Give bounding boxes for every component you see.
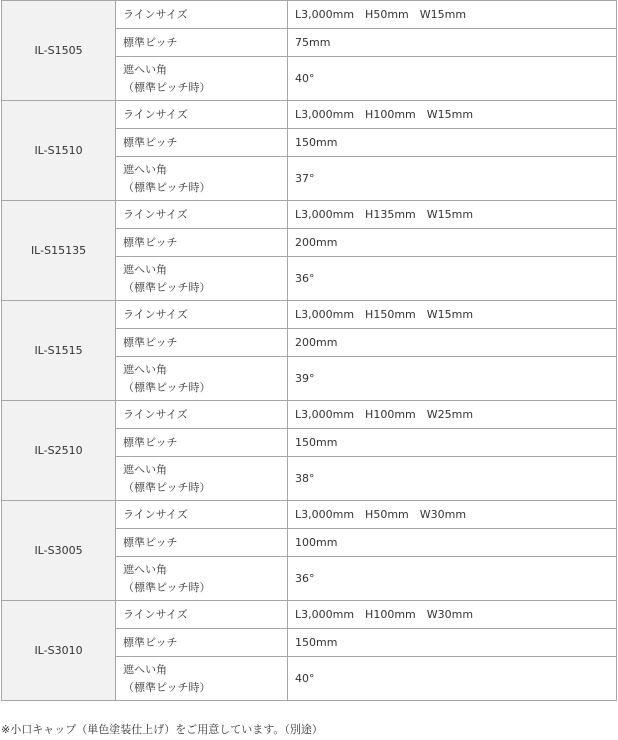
angle-label xyxy=(116,557,288,601)
angle-label-line2: （標準ピッチ時） xyxy=(123,680,211,694)
table-row xyxy=(2,1,617,29)
line-size-value: L3,000mm H100mm W25mm xyxy=(288,401,617,429)
angle-value: 36° xyxy=(288,257,617,301)
pitch-value: 150mm xyxy=(288,629,617,657)
angle-label-line2: （標準ピッチ時） xyxy=(123,80,211,94)
angle-label xyxy=(116,157,288,201)
angle-value: 36° xyxy=(288,557,617,601)
model-name: IL-S3005 xyxy=(2,501,116,601)
line-size-value: L3,000mm H150mm W15mm xyxy=(288,301,617,329)
line-size-label: ラインサイズ xyxy=(116,201,288,229)
angle-label-line1: 遮へい角 xyxy=(123,562,167,576)
spec-table xyxy=(1,0,617,701)
model-name: IL-S1510 xyxy=(2,101,116,201)
pitch-value: 75mm xyxy=(288,29,617,57)
angle-label-line1: 遮へい角 xyxy=(123,62,167,76)
angle-label-line1: 遮へい角 xyxy=(123,162,167,176)
line-size-value: L3,000mm H100mm W15mm xyxy=(288,101,617,129)
line-size-label: ラインサイズ xyxy=(116,101,288,129)
pitch-label: 標準ピッチ xyxy=(116,629,288,657)
table-row xyxy=(2,501,617,529)
angle-label-line2: （標準ピッチ時） xyxy=(123,380,211,394)
angle-label-line2: （標準ピッチ時） xyxy=(123,480,211,494)
angle-value: 37° xyxy=(288,157,617,201)
angle-value: 40° xyxy=(288,57,617,101)
angle-label-line1: 遮へい角 xyxy=(123,362,167,376)
pitch-label: 標準ピッチ xyxy=(116,29,288,57)
model-name: IL-S3010 xyxy=(2,601,116,701)
angle-value: 39° xyxy=(288,357,617,401)
line-size-label: ラインサイズ xyxy=(116,401,288,429)
table-row xyxy=(2,101,617,129)
line-size-value: L3,000mm H135mm W15mm xyxy=(288,201,617,229)
angle-label xyxy=(116,457,288,501)
model-name: IL-S2510 xyxy=(2,401,116,501)
table-row xyxy=(2,301,617,329)
angle-label-line1: 遮へい角 xyxy=(123,262,167,276)
pitch-label: 標準ピッチ xyxy=(116,529,288,557)
angle-label-line2: （標準ピッチ時） xyxy=(123,280,211,294)
angle-label-line2: （標準ピッチ時） xyxy=(123,580,211,594)
line-size-label: ラインサイズ xyxy=(116,601,288,629)
pitch-value: 200mm xyxy=(288,329,617,357)
pitch-value: 150mm xyxy=(288,129,617,157)
line-size-label: ラインサイズ xyxy=(116,501,288,529)
table-row xyxy=(2,401,617,429)
angle-label xyxy=(116,57,288,101)
model-name: IL-S15135 xyxy=(2,201,116,301)
angle-value: 38° xyxy=(288,457,617,501)
pitch-value: 200mm xyxy=(288,229,617,257)
model-name: IL-S1515 xyxy=(2,301,116,401)
line-size-label: ラインサイズ xyxy=(116,1,288,29)
pitch-value: 100mm xyxy=(288,529,617,557)
angle-label xyxy=(116,257,288,301)
angle-label xyxy=(116,357,288,401)
angle-label-line2: （標準ピッチ時） xyxy=(123,180,211,194)
table-row xyxy=(2,201,617,229)
line-size-value: L3,000mm H100mm W30mm xyxy=(288,601,617,629)
table-row xyxy=(2,601,617,629)
pitch-value: 150mm xyxy=(288,429,617,457)
line-size-value: L3,000mm H50mm W30mm xyxy=(288,501,617,529)
angle-label xyxy=(116,657,288,701)
footnote: ※小口キャップ（単色塗装仕上げ）をご用意しています。（別途） xyxy=(1,723,323,736)
model-name: IL-S1505 xyxy=(2,1,116,101)
angle-value: 40° xyxy=(288,657,617,701)
pitch-label: 標準ピッチ xyxy=(116,429,288,457)
spec-table-body xyxy=(2,1,617,701)
pitch-label: 標準ピッチ xyxy=(116,329,288,357)
line-size-value: L3,000mm H50mm W15mm xyxy=(288,1,617,29)
pitch-label: 標準ピッチ xyxy=(116,129,288,157)
pitch-label: 標準ピッチ xyxy=(116,229,288,257)
angle-label-line1: 遮へい角 xyxy=(123,662,167,676)
line-size-label: ラインサイズ xyxy=(116,301,288,329)
angle-label-line1: 遮へい角 xyxy=(123,462,167,476)
